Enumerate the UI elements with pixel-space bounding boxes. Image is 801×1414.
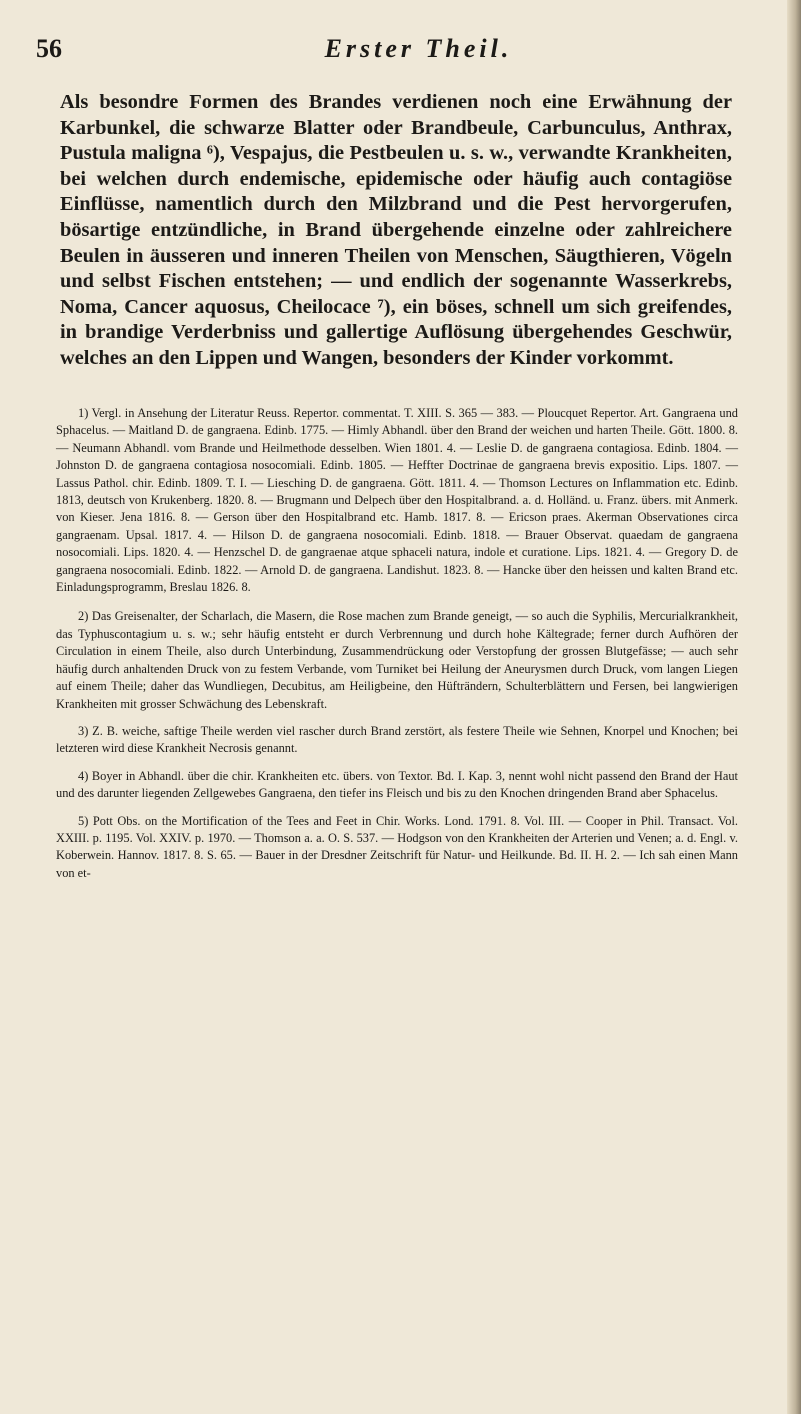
main-text-block xyxy=(60,90,732,372)
footnote-3: 3) Z. B. weiche, saftige Theile werden viel rascher durch Brand zerstört, als festere Theile wie Sehnen, Knorpel und Knochen; bei letzteren wird diese Krankheit Necrosis genannt. xyxy=(56,723,738,756)
footnote-2: 2) Das Greisenalter, der Scharlach, die Masern, die Rose machen zum Brande geneigt, — so auch die Syphilis, Mercurialkrankheit, das Typhuscontagium u. s. w.; sehr häufig entsteht er durch Verbrennung und durch hohe Kältegrade; ferner durch Aufhören der Circulation in einem Theile, also durch Unterbindung, Zusammendrückung oder Verstopfung der grossen Blutgefässe; — auch sehr häufig durch anhaltenden Druck von zu festem Verbande, vom Turniket bei Heilung der Aneurysmen durch Druck, vom langen Liegen auf einem Theile; daher das Wundliegen, Decubitus, am Heiligbeine, den Hüfträndern, Schulterblättern und Fersen, bei langwierigen Krankheiten mit grosser Schwächung des Lebenskraft. xyxy=(56,609,738,711)
footnote-1: 1) Vergl. in Ansehung der Literatur Reuss. Repertor. commentat. T. XIII. S. 365 — 383. — Ploucquet Repertor. Art. Gangraena und Sphacelus. — Maitland D. de gangraena. Edinb. 1775. — Himly Abhandl. über den Brand der weichen und harten Theile. Gött. 1800. 8. — Neumann Abhandl. vom Brande und Heilmethode desselben. Wien 1801. 4. — Leslie D. de gangraena contagiosa. Edinb. 1804. — Johnston D. de gangraena contagiosa nosocomiali. Edinb. 1805. — Heffter Doctrinae de gangraena brevis expositio. Lips. 1807. — Lassus Pathol. chir. Edinb. 1809. T. I. — Liesching D. de gangraena. Gött. 1811. 4. — Thomson Lectures on Inflammation etc. Edinb. 1813, deutsch von Krukenberg. 1820. 8. — Brugmann und Delpech über den Hospitalbrand. a. d. Holländ. u. Franz. übers. mit Anmerk. von Kieser. Jena 1816. 8. — Gerson über den Hospitalbrand etc. Hamb. 1817. 8. — Ericson praes. Akerman Observationes circa gangraenam. Upsal. 1817. 4. — Hilson D. de gangraena nosocomiali. Edinb. 1818. — Brauer Observat. quaedam de gangraena nosocomiali. Lips. 1820. 4. — Henzschel D. de gangraenae atque sphaceli natura, indole et curatione. Lips. 1821. 4. — Gregory D. de gangraena nosocomiali. Edinb. 1822. — Arnold D. de gangraena. Landishut. 1823. 8. — Hancke über den heissen und kalten Brand etc. Einladungsprogramm, Breslau 1826. 8. xyxy=(56,406,738,595)
page-spine-shadow xyxy=(787,0,801,1414)
footnotes xyxy=(56,405,738,892)
page-number: 56 xyxy=(36,34,62,63)
running-title: Erster Theil. xyxy=(324,34,513,63)
page-header xyxy=(36,34,761,64)
footnote-5: 5) Pott Obs. on the Mortification of the Tees and Feet in Chir. Works. Lond. 1791. 8. Vol. III. — Cooper in Phil. Transact. Vol. XXIII. p. 1195. Vol. XXIV. p. 1970. — Thomson a. a. O. S. 537. — Hodgson von den Krankheiten der Arterien und Venen; a. d. Engl. v. Koberwein. Hannov. 1817. 8. S. 65. — Bauer in der Dresdner Zeitschrift für Natur- und Heilkunde. Bd. II. H. 2. — Ich sah einen Mann von et- xyxy=(56,813,738,880)
main-paragraph: Als besondre Formen des Brandes verdienen noch eine Erwähnung der Karbunkel, die schwarze Blatter oder Brandbeule, Carbunculus, Anthrax, Pustula maligna ⁶), Vespajus, die Pestbeulen u. s. w., verwandte Krankheiten, bei welchen durch endemische, epidemische oder häufig auch contagiöse Einflüsse, namentlich durch den Milzbrand und die Pest hervorgerufen, bösartige entzündliche, in Brand übergehende einzelne oder zahlreichere Beulen in äusseren und inneren Theilen von Menschen, Säugthieren, Vögeln und selbst Fischen entstehen; — und endlich der sogenannte Wasserkrebs, Noma, Cancer aquosus, Cheilocace ⁷), ein böses, schnell um sich greifendes, in brandige Verderbniss und gallertige Auflösung übergehendes Geschwür, welches an den Lippen und Wangen, besonders der Kinder vorkommt. xyxy=(60,91,732,369)
footnote-4: 4) Boyer in Abhandl. über die chir. Krankheiten etc. übers. von Textor. Bd. I. Kap. 3, nennt wohl nicht passend den Brand der Haut und des darunter liegenden Zellgewebes Gangraena, den tiefer ins Fleisch und bis zu den Knochen dringenden Brand aber Sphacelus. xyxy=(56,768,738,801)
